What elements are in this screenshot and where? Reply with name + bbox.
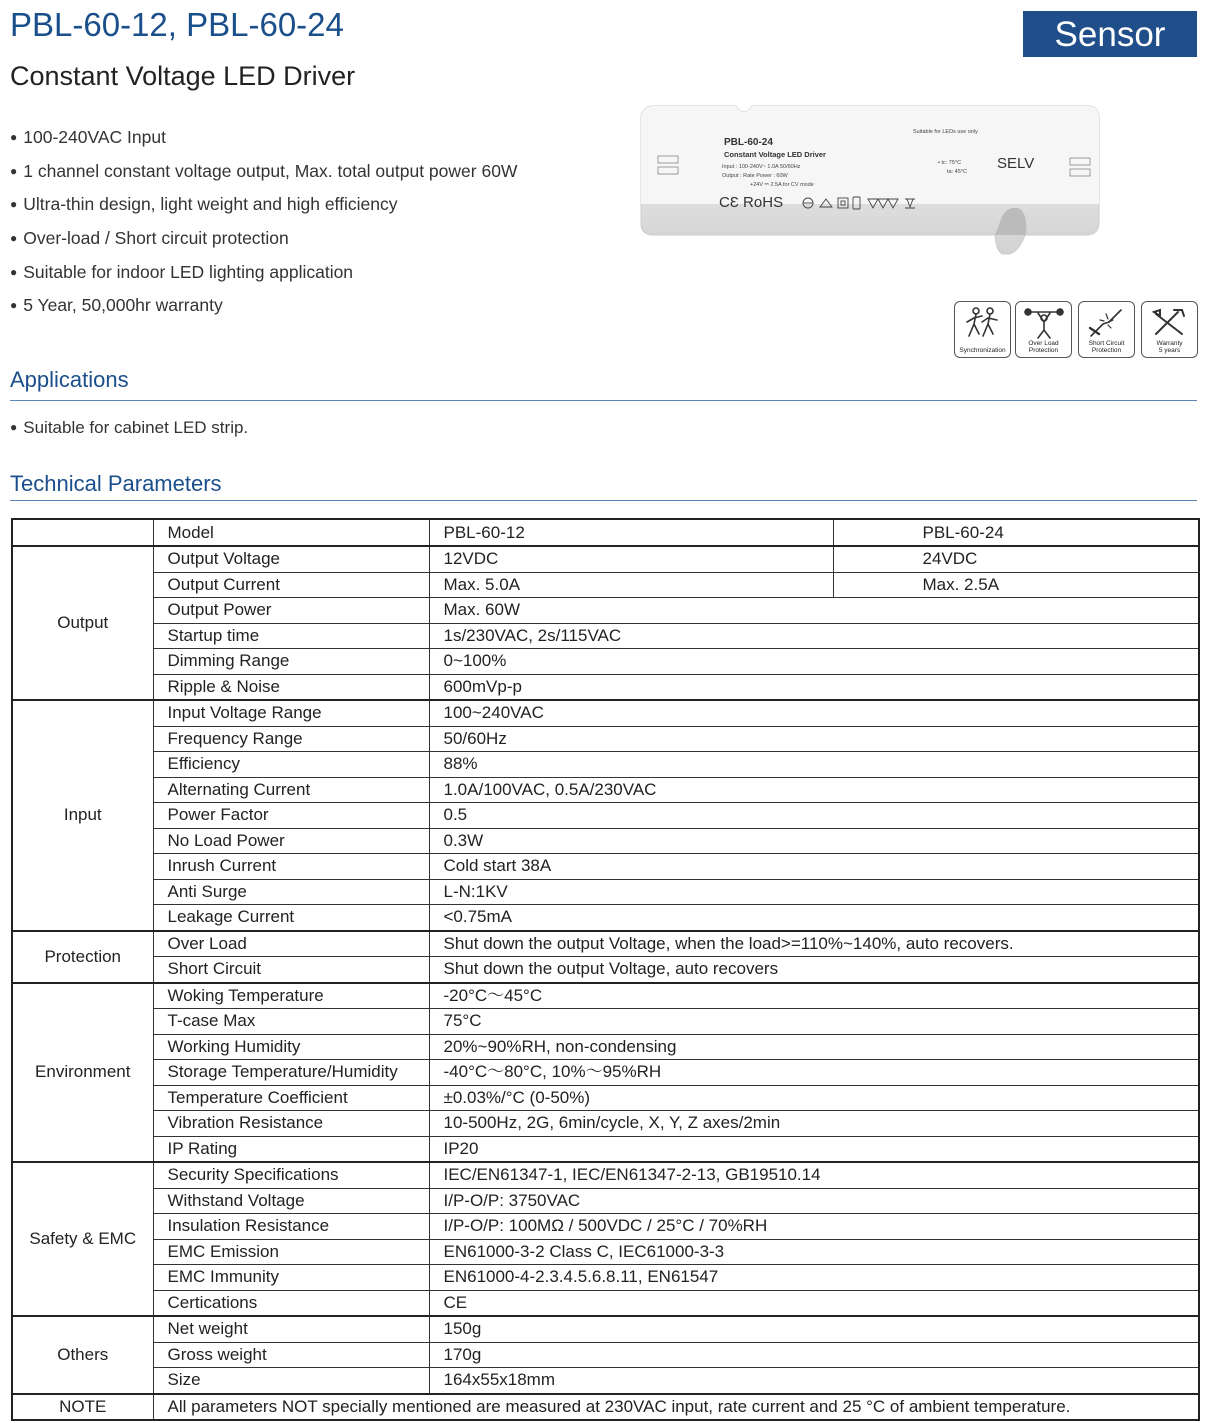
- application-item: ● Suitable for cabinet LED strip.: [10, 418, 248, 438]
- model-header: PBL-60-12: [429, 519, 833, 546]
- note-text: All parameters NOT specially mentioned are measured at 230VAC input, rate current and 25 °C of ambient temperature.: [153, 1394, 1199, 1421]
- cert-label: Warranty: [1156, 340, 1183, 347]
- param-name: Output Power: [153, 598, 429, 624]
- param-value: 50/60Hz: [429, 726, 1199, 752]
- param-name: Certications: [153, 1290, 429, 1316]
- param-value: I/P-O/P: 100MΩ / 500VDC / 25°C / 70%RH: [429, 1214, 1199, 1240]
- label-input: Input : 100-240V~ 1.0A 50/60Hz: [722, 164, 801, 170]
- param-value: Max. 5.0A: [429, 572, 833, 598]
- param-name: Inrush Current: [153, 854, 429, 880]
- synchronization-icon: [963, 306, 1003, 342]
- param-name: Frequency Range: [153, 726, 429, 752]
- cert-synchronization: [954, 301, 1011, 358]
- feature-item: ● Suitable for indoor LED lighting application: [10, 259, 517, 293]
- group-label-environment: Environment: [12, 983, 153, 1163]
- note-label: NOTE: [12, 1394, 153, 1421]
- param-name: EMC Emission: [153, 1239, 429, 1265]
- section-divider: [10, 400, 1197, 401]
- param-value: 10-500Hz, 2G, 6min/cycle, X, Y, Z axes/2min: [429, 1111, 1199, 1137]
- param-name: Over Load: [153, 931, 429, 957]
- group-label-input: Input: [12, 700, 153, 931]
- param-value: ±0.03%/°C (0-50%): [429, 1085, 1199, 1111]
- label-suitable: Suitable for LEDs use only: [913, 129, 978, 135]
- param-name: Vibration Resistance: [153, 1111, 429, 1137]
- group-label-others: Others: [12, 1316, 153, 1394]
- param-name: Security Specifications: [153, 1162, 429, 1188]
- param-name: Input Voltage Range: [153, 700, 429, 726]
- label-output2: +24V ⎓ 2.5A for CV mode: [750, 182, 814, 188]
- model-header: PBL-60-24: [833, 519, 1199, 546]
- model-label: Model: [153, 519, 429, 546]
- param-name: IP Rating: [153, 1136, 429, 1162]
- product-image: [640, 104, 1100, 256]
- param-value: 600mVp-p: [429, 674, 1199, 700]
- group-label-output: Output: [12, 546, 153, 700]
- applications-heading: Applications: [10, 367, 129, 392]
- param-name: Net weight: [153, 1316, 429, 1342]
- param-name: Leakage Current: [153, 905, 429, 931]
- feature-item: ● Over-load / Short circuit protection: [10, 225, 517, 259]
- param-name: Withstand Voltage: [153, 1188, 429, 1214]
- param-value: 100~240VAC: [429, 700, 1199, 726]
- param-value: IEC/EN61347-1, IEC/EN61347-2-13, GB19510.14: [429, 1162, 1199, 1188]
- param-name: Anti Surge: [153, 879, 429, 905]
- param-value: 24VDC: [833, 546, 1199, 572]
- param-value: 170g: [429, 1342, 1199, 1368]
- param-name: Short Circuit: [153, 957, 429, 983]
- param-name: Insulation Resistance: [153, 1214, 429, 1240]
- cert-label: 5 years: [1158, 347, 1181, 354]
- param-value: Shut down the output Voltage, auto recovers: [429, 957, 1199, 983]
- category-badge: Sensor: [1023, 11, 1197, 57]
- param-name: Size: [153, 1368, 429, 1394]
- param-value: 0.3W: [429, 828, 1199, 854]
- param-value: Cold start 38A: [429, 854, 1199, 880]
- param-name: Temperature Coefficient: [153, 1085, 429, 1111]
- label-marks: CƐ RoHS: [719, 194, 784, 211]
- param-value: -20°C～45°C: [429, 983, 1199, 1009]
- param-value: 164x55x18mm: [429, 1368, 1199, 1394]
- label-model: PBL-60-24: [724, 137, 773, 148]
- cert-label: Short Circuit: [1088, 340, 1125, 347]
- applications-list: [10, 418, 248, 438]
- page-title: PBL-60-12, PBL-60-24: [10, 6, 344, 43]
- param-value: EN61000-3-2 Class C, IEC61000-3-3: [429, 1239, 1199, 1265]
- param-name: Dimming Range: [153, 649, 429, 675]
- feature-item: ● 100-240VAC Input: [10, 124, 517, 158]
- param-name: Working Humidity: [153, 1034, 429, 1060]
- param-name: Alternating Current: [153, 777, 429, 803]
- param-value: I/P-O/P: 3750VAC: [429, 1188, 1199, 1214]
- param-value: Max. 60W: [429, 598, 1199, 624]
- technical-heading: Technical Parameters: [10, 471, 222, 496]
- feature-list: [10, 124, 517, 326]
- label-selv: SELV: [997, 155, 1035, 172]
- param-value: -40°C～80°C, 10%～95%RH: [429, 1060, 1199, 1086]
- param-name: Storage Temperature/Humidity: [153, 1060, 429, 1086]
- short-circuit-icon: [1087, 306, 1127, 340]
- param-name: Ripple & Noise: [153, 674, 429, 700]
- header-blank-cell: [12, 519, 153, 546]
- param-name: Woking Temperature: [153, 983, 429, 1009]
- param-name: Efficiency: [153, 752, 429, 778]
- cert-label: Synchronization: [959, 347, 1006, 354]
- param-value: IP20: [429, 1136, 1199, 1162]
- feature-item: ● 1 channel constant voltage output, Max. total output power 60W: [10, 158, 517, 192]
- label-temp2: ta: 45°C: [947, 169, 967, 175]
- cert-label: Over Load: [1028, 340, 1059, 347]
- cert-over-load: [1015, 301, 1072, 358]
- param-name: Output Current: [153, 572, 429, 598]
- technical-parameters-table: [11, 518, 1200, 1421]
- param-value: Max. 2.5A: [833, 572, 1199, 598]
- param-value: <0.75mA: [429, 905, 1199, 931]
- param-value: 0~100%: [429, 649, 1199, 675]
- param-value: 150g: [429, 1316, 1199, 1342]
- param-value: Shut down the output Voltage, when the load>=110%~140%, auto recovers.: [429, 931, 1199, 957]
- param-name: T-case Max: [153, 1009, 429, 1035]
- feature-item: ● Ultra-thin design, light weight and high efficiency: [10, 191, 517, 225]
- label-temp1: • tc: 75°C: [938, 160, 962, 166]
- feature-item: ● 5 Year, 50,000hr warranty: [10, 292, 517, 326]
- cert-short-circuit: [1078, 301, 1135, 358]
- param-name: Gross weight: [153, 1342, 429, 1368]
- param-value: L-N:1KV: [429, 879, 1199, 905]
- param-value: 1s/230VAC, 2s/115VAC: [429, 623, 1199, 649]
- group-label-safety: Safety & EMC: [12, 1162, 153, 1316]
- cert-label: Protection: [1028, 347, 1059, 354]
- param-value: 20%~90%RH, non-condensing: [429, 1034, 1199, 1060]
- over-load-icon: [1024, 306, 1064, 340]
- param-name: Output Voltage: [153, 546, 429, 572]
- page-subtitle: Constant Voltage LED Driver: [10, 61, 356, 91]
- param-name: No Load Power: [153, 828, 429, 854]
- group-label-protection: Protection: [12, 931, 153, 983]
- param-name: Power Factor: [153, 803, 429, 829]
- param-name: EMC Immunity: [153, 1265, 429, 1291]
- tools-icon: [1150, 306, 1190, 340]
- param-value: 0.5: [429, 803, 1199, 829]
- param-value: 88%: [429, 752, 1199, 778]
- cert-warranty: [1141, 301, 1198, 358]
- label-name: Constant Voltage LED Driver: [724, 150, 826, 159]
- param-value: 12VDC: [429, 546, 833, 572]
- section-divider: [10, 500, 1197, 501]
- param-value: EN61000-4-2.3.4.5.6.8.11, EN61547: [429, 1265, 1199, 1291]
- label-output: Output : Rate Power : 60W: [722, 173, 788, 179]
- cert-label: Protection: [1091, 347, 1122, 354]
- param-name: Startup time: [153, 623, 429, 649]
- param-value: 75°C: [429, 1009, 1199, 1035]
- param-value: CE: [429, 1290, 1199, 1316]
- param-value: 1.0A/100VAC, 0.5A/230VAC: [429, 777, 1199, 803]
